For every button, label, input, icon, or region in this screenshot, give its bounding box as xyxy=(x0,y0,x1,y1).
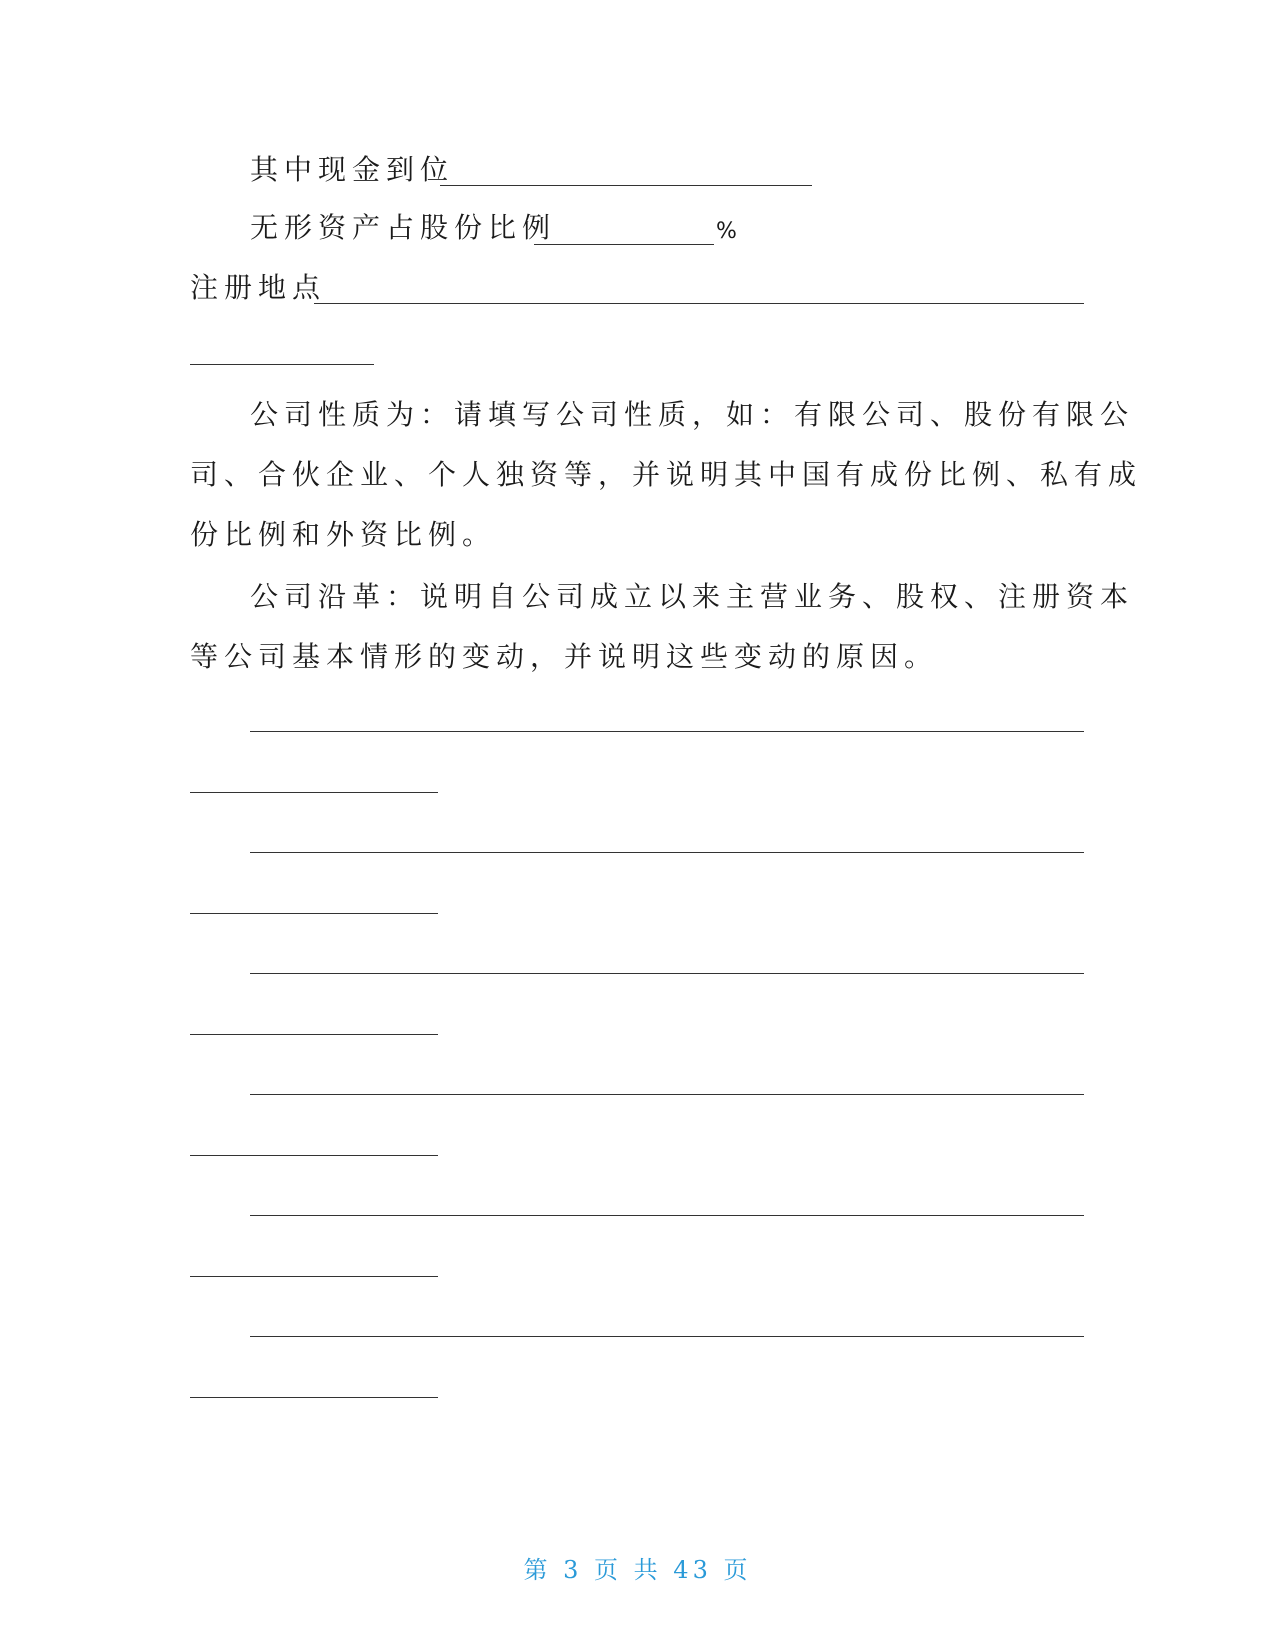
address-field-blank-1[interactable] xyxy=(314,303,1084,304)
writing-line-2a[interactable] xyxy=(250,852,1084,853)
writing-line-3a[interactable] xyxy=(250,973,1084,974)
writing-line-6a[interactable] xyxy=(250,1336,1084,1337)
nature-paragraph-line-3: 份比例和外资比例。 xyxy=(190,518,497,551)
intangible-field-label: 无形资产占股份比例 xyxy=(250,211,557,244)
writing-line-1a[interactable] xyxy=(250,731,1084,732)
cash-field-blank[interactable] xyxy=(440,185,812,186)
cash-field-label: 其中现金到位 xyxy=(250,153,455,186)
nature-paragraph-line-2: 司、合伙企业、个人独资等，并说明其中国有成份比例、私有成 xyxy=(190,458,1143,491)
intangible-field-blank[interactable] xyxy=(534,244,714,245)
address-field-label: 注册地点 xyxy=(190,271,327,304)
address-field-blank-2[interactable] xyxy=(190,364,374,365)
writing-line-6b[interactable] xyxy=(190,1397,438,1398)
writing-line-1b[interactable] xyxy=(190,792,438,793)
nature-paragraph-line-1: 公司性质为：请填写公司性质，如：有限公司、股份有限公 xyxy=(250,398,1135,431)
percent-sign: % xyxy=(716,219,737,244)
writing-line-5b[interactable] xyxy=(190,1276,438,1277)
writing-line-2b[interactable] xyxy=(190,913,438,914)
history-paragraph-line-1: 公司沿革：说明自公司成立以来主营业务、股权、注册资本 xyxy=(250,580,1135,613)
writing-line-4b[interactable] xyxy=(190,1155,438,1156)
writing-line-5a[interactable] xyxy=(250,1215,1084,1216)
writing-line-3b[interactable] xyxy=(190,1034,438,1035)
history-paragraph-line-2: 等公司基本情形的变动，并说明这些变动的原因。 xyxy=(190,640,939,673)
page-number-footer: 第 3 页 共 43 页 xyxy=(523,1556,752,1584)
writing-line-4a[interactable] xyxy=(250,1094,1084,1095)
